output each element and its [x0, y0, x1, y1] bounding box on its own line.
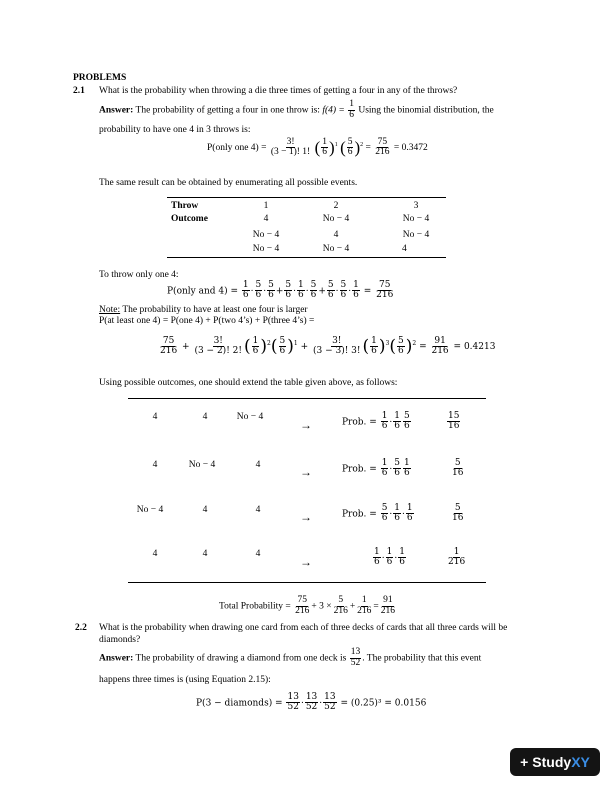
note-label: Note:	[99, 305, 121, 315]
res-den: 16	[452, 513, 464, 524]
formula-p3: P(3 − diamonds) = $\frac{13}{52}$ · $\frac{13}{52}$ · $\frac{13}{52}$ = (0.25)³ = 0.0156	[196, 692, 427, 713]
prob-label: Prob. =	[342, 509, 377, 520]
formula-label: P(3 − diamonds) =	[196, 698, 283, 709]
ext-result	[446, 548, 467, 568]
total-probability: Total Probability = $\frac{75}{216}$ + 3 × $\frac{5}{216}$ + $\frac{1}{216}$ = $\frac{91}{216}$	[219, 595, 396, 616]
res-den: 16	[448, 421, 460, 432]
table-cell: No − 4	[402, 214, 430, 224]
ext-cell: No − 4	[236, 412, 264, 422]
ext-cell: 4	[152, 412, 158, 422]
formula-label: P(only and 4) =	[167, 286, 239, 297]
ext-table-bottom-rule	[128, 582, 486, 583]
ext-result	[450, 459, 465, 479]
ext-cell: No − 4	[136, 505, 164, 515]
formula-p-only-and: P(only and 4) = $\frac{1}{6}$ · $\frac{5}{6}$ · $\frac{5}{6}$ + $\frac{5}{6}$ · $\frac{1}{6}$ · $\frac{5}{6}$ + $\frac{5}{6}$ · $\frac{5}{6}$ · $\frac{1}{6}$ = $\frac{75}{216}$	[167, 280, 394, 301]
fac-den: (3 − 2)! 2!	[194, 346, 243, 356]
ext-result	[450, 504, 465, 524]
res-num: 1	[453, 547, 460, 557]
f4-label: f(4) =	[322, 105, 345, 116]
answer-label: Answer:	[99, 105, 134, 116]
table-cell: No − 4	[252, 230, 280, 240]
res-den: 216	[448, 557, 466, 568]
enum-text: The same result can be obtained by enumerating all possible events.	[99, 178, 358, 188]
table-top-rule	[167, 197, 446, 198]
section-heading: PROBLEMS	[73, 73, 127, 83]
answer-line2: probability to have one 4 in 3 throws is:	[99, 125, 251, 135]
answer-text: The probability of drawing a diamond from one deck is	[135, 653, 347, 664]
fac-num: 3!	[213, 335, 223, 346]
table-cell: No − 4	[322, 214, 350, 224]
table-cell: 4	[333, 230, 339, 240]
result: = (0.25)³ = 0.0156	[340, 698, 427, 709]
problem-number: 2.1	[73, 86, 85, 96]
table-col-2: 2	[333, 201, 339, 211]
ext-result	[446, 412, 461, 432]
ext-cell: 4	[152, 549, 158, 559]
using-text: Using possible outcomes, one should extend the table given above, as follows:	[99, 378, 398, 388]
result: = 0.4213	[453, 342, 496, 352]
question-text-l2: diamonds?	[99, 635, 141, 645]
plus-icon: +	[520, 754, 529, 770]
res-num: 5	[454, 458, 461, 468]
times-text: + 3 ×	[311, 601, 332, 612]
ext-cell: 4	[202, 412, 208, 422]
p-at-least-line: P(at least one 4) = P(one 4) + P(two 4’s) + P(three 4’s) =	[99, 316, 315, 326]
total-label: Total Probability =	[219, 601, 291, 612]
question-text: What is the probability when drawing one card from each of three decks of cards that all three cards will be	[99, 623, 508, 633]
ext-cell: 4	[202, 549, 208, 559]
table-cell: 4	[263, 214, 269, 224]
logo-text-xy: XY	[571, 754, 590, 770]
res-num: 5	[454, 503, 461, 513]
arrow: →	[300, 418, 312, 432]
arrow: →	[300, 510, 312, 524]
fac-den: (3 − 1)! 1!	[270, 147, 311, 158]
ext-prob: Prob. = $\frac{1}{6}$ · $\frac{1}{6}$ $\frac{5}{6}$	[342, 411, 410, 432]
ext-cell: 4	[255, 549, 261, 559]
formula-at-least: $\frac{75}{216}$ + $\frac{3!}{(3 - 2)! 2!}$ ( $\frac{1}{6}$ )$^2$( $\frac{5}{6}$ )$^1$ + $\frac{3!}{(3 - 3)! 3!}$ ( $\frac{1}{6}$ )$^3$( $\frac{5}{6}$ )$^2$ = $\frac{91}{216}$ = 0.4213	[160, 335, 496, 357]
table-header-throw: Throw	[171, 201, 199, 211]
answer-text: The probability of getting a four in one throw is:	[135, 105, 320, 116]
studyxy-logo	[510, 748, 600, 776]
formula-label: P(only one 4) =	[207, 143, 267, 154]
result: = 0.3472	[393, 143, 428, 154]
answer-label: Answer:	[99, 653, 134, 664]
table-cell: No − 4	[252, 244, 280, 254]
answer-text-cont: Using the binomial distribution, the	[358, 105, 494, 116]
res-num: 15	[448, 411, 460, 421]
ext-cell: 4	[255, 460, 261, 470]
table-bottom-rule	[167, 257, 446, 258]
answer-line: Answer: The probability of drawing a diamond from one deck is $\frac{13}{52}$ . The probability that this event	[99, 647, 482, 668]
ext-cell: 4	[202, 505, 208, 515]
prob-label: Prob. =	[342, 417, 377, 428]
answer-line	[99, 100, 494, 121]
arrow: →	[300, 465, 312, 479]
fac-den: (3 − 3)! 3!	[312, 346, 361, 356]
fraction: $\frac{1}{6}$	[349, 99, 354, 120]
formula-p-only-one: P(only one 4) = $\frac{3!}{(3 - 1)! 1!}$ ( $\frac{1}{6}$ )$^1$ ( $\frac{5}{6}$ )$^2$ = $\frac{75}{216}$ = 0.3472	[207, 136, 428, 158]
answer-line2: happens three times is (using Equation 2.15):	[99, 675, 271, 685]
table-cell: 4	[402, 244, 407, 254]
to-throw-text: To throw only one 4:	[99, 270, 179, 280]
prob-label: Prob. =	[342, 464, 377, 475]
ext-prob: $\frac{1}{6}$ · $\frac{1}{6}$ · $\frac{1}{6}$	[374, 547, 405, 568]
ext-cell: 4	[152, 460, 158, 470]
answer-text-cont: . The probability that this event	[362, 653, 482, 664]
res-den: 16	[452, 468, 464, 479]
ext-table-top-rule	[128, 398, 486, 399]
note-text: The probability to have at least one four is larger	[120, 305, 308, 315]
ext-cell: 4	[255, 505, 261, 515]
ext-cell: No − 4	[188, 460, 216, 470]
table-cell: No − 4	[322, 244, 350, 254]
question-text: What is the probability when throwing a die three times of getting a four in any of the throws?	[99, 86, 458, 96]
ext-prob: Prob. = $\frac{5}{6}$ · $\frac{1}{6}$ · $\frac{1}{6}$	[342, 503, 413, 524]
problem-number: 2.2	[75, 623, 87, 633]
ext-prob: Prob. = $\frac{1}{6}$ · $\frac{5}{6}$ $\frac{1}{6}$	[342, 458, 410, 479]
fac-num: 3!	[332, 335, 342, 346]
fac-num: 3!	[286, 136, 295, 147]
table-cell: No − 4	[402, 230, 430, 240]
table-col-3: 3	[413, 201, 419, 211]
note-line	[99, 305, 308, 315]
table-header-outcome: Outcome	[171, 214, 208, 224]
logo-text: Study	[532, 754, 572, 770]
arrow: →	[300, 555, 312, 569]
table-col-1: 1	[263, 201, 269, 211]
